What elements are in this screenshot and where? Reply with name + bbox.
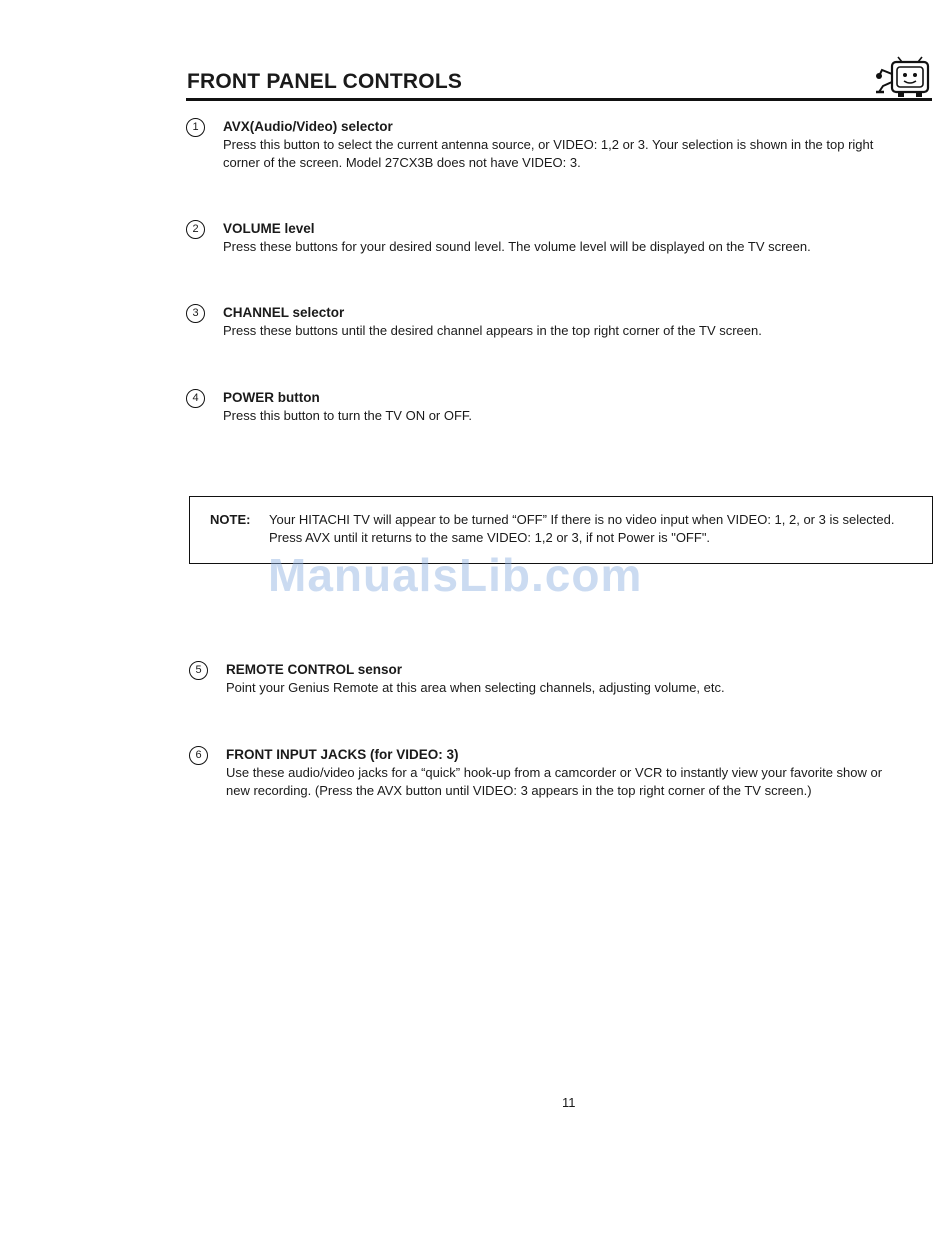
note-text (269, 511, 895, 547)
page-title: FRONT PANEL CONTROLS (187, 70, 463, 93)
desc-line: Press this button to select the current antenna source, or VIDEO: 1,2 or 3. Your selection is shown in the top right (223, 137, 874, 152)
desc-line: Press these buttons until the desired channel appears in the top right corner of the TV screen. (223, 323, 762, 338)
item-title: CHANNEL selector (223, 305, 345, 320)
item-number-badge: 3 (186, 304, 205, 323)
desc-line: new recording. (Press the AVX button until VIDEO: 3 appears in the top right corner of the TV screen.) (226, 783, 812, 798)
item-number-badge: 2 (186, 220, 205, 239)
page-number: 11 (562, 1095, 576, 1110)
desc-line: corner of the screen. Model 27CX3B does not have VIDEO: 3. (223, 155, 581, 170)
item-title: AVX(Audio/Video) selector (223, 119, 393, 134)
tv-mascot-icon (874, 56, 932, 98)
item-description (226, 679, 939, 697)
item-number-badge: 1 (186, 118, 205, 137)
item-description (223, 322, 936, 340)
desc-line: Point your Genius Remote at this area when selecting channels, adjusting volume, etc. (226, 680, 725, 695)
note-line: Your HITACHI TV will appear to be turned “OFF” If there is no video input when VIDEO: 1, 2, or 3 is selected. (269, 512, 895, 527)
item-description (226, 764, 939, 800)
note-line: Press AVX until it returns to the same VIDEO: 1,2 or 3, if not Power is "OFF". (269, 530, 711, 545)
desc-line: Press these buttons for your desired sound level. The volume level will be displayed on the TV screen. (223, 239, 811, 254)
item-title: POWER button (223, 390, 320, 405)
item-description (223, 136, 936, 172)
item-number-badge: 4 (186, 389, 205, 408)
watermark: ManualsLib.com (268, 549, 643, 601)
item-title: VOLUME level (223, 221, 315, 236)
item-title: REMOTE CONTROL sensor (226, 662, 403, 677)
title-rule (186, 98, 932, 101)
desc-line: Press this button to turn the TV ON or OFF. (223, 408, 473, 423)
item-number-badge: 5 (189, 661, 208, 680)
item-description (223, 238, 936, 256)
desc-line: Use these audio/video jacks for a “quick” hook-up from a camcorder or VCR to instantly view your favorite show or (226, 765, 883, 780)
note-label: NOTE: (210, 512, 251, 527)
item-title: FRONT INPUT JACKS (for VIDEO: 3) (226, 747, 459, 762)
item-description (223, 407, 936, 425)
item-number-badge: 6 (189, 746, 208, 765)
